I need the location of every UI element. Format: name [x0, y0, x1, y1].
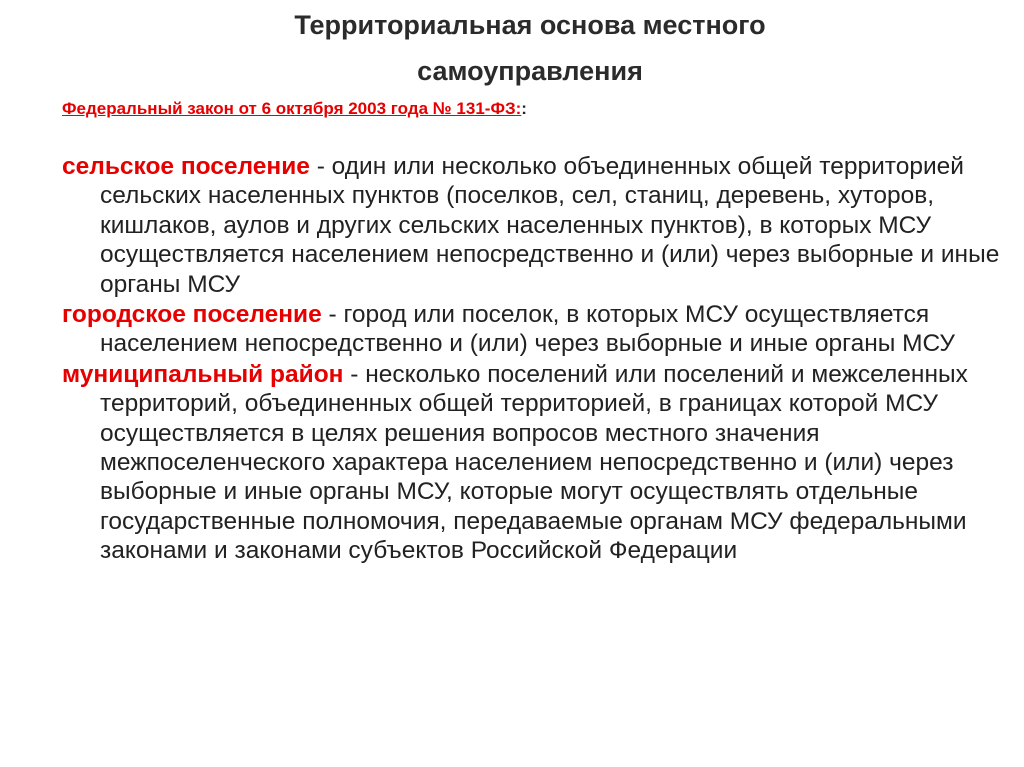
definition-municipal-district [62, 360, 1002, 566]
law-suffix: : [521, 99, 527, 118]
definition-term: муниципальный район [62, 360, 344, 388]
definition-text: - город или поселок, в которых МСУ осуществляется населением непосредственно и (или) через выборные и иные органы МСУ [100, 301, 955, 358]
definition-term: сельское поселение [62, 153, 310, 180]
definition-urban-settlement [62, 300, 1002, 359]
definition-text: - один или несколько объединенных общей территорией сельских населенных пунктов (поселков, сел, станиц, деревень, хуторов, кишлаков, аулов и других сельских населенных пунктов), в которых МСУ осуществляется населением непосредственно и (или) через выборные и иные органы МСУ [100, 153, 1000, 298]
definitions-list [62, 152, 1002, 566]
law-reference [62, 97, 527, 121]
definition-term: городское поселение [62, 301, 322, 329]
definition-rural-settlement [62, 152, 1002, 299]
law-link[interactable]: Федеральный закон от 6 октября 2003 года № 131-ФЗ: [62, 99, 522, 118]
slide-title: Территориальная основа местного самоуправления [294, 10, 766, 86]
definition-text: - несколько поселений или поселений и межселенных территорий, объединенных общей территорией, в границах которой МСУ осуществляется в целях решения вопросов местного значения межпоселенческого характера населением непосредственно и (или) через выборные и иные органы МСУ, которые могут осуществлять отдельные государственные полномочия, передаваемые органам МСУ федеральными законами и законами субъектов Российской Федерации [100, 360, 968, 565]
